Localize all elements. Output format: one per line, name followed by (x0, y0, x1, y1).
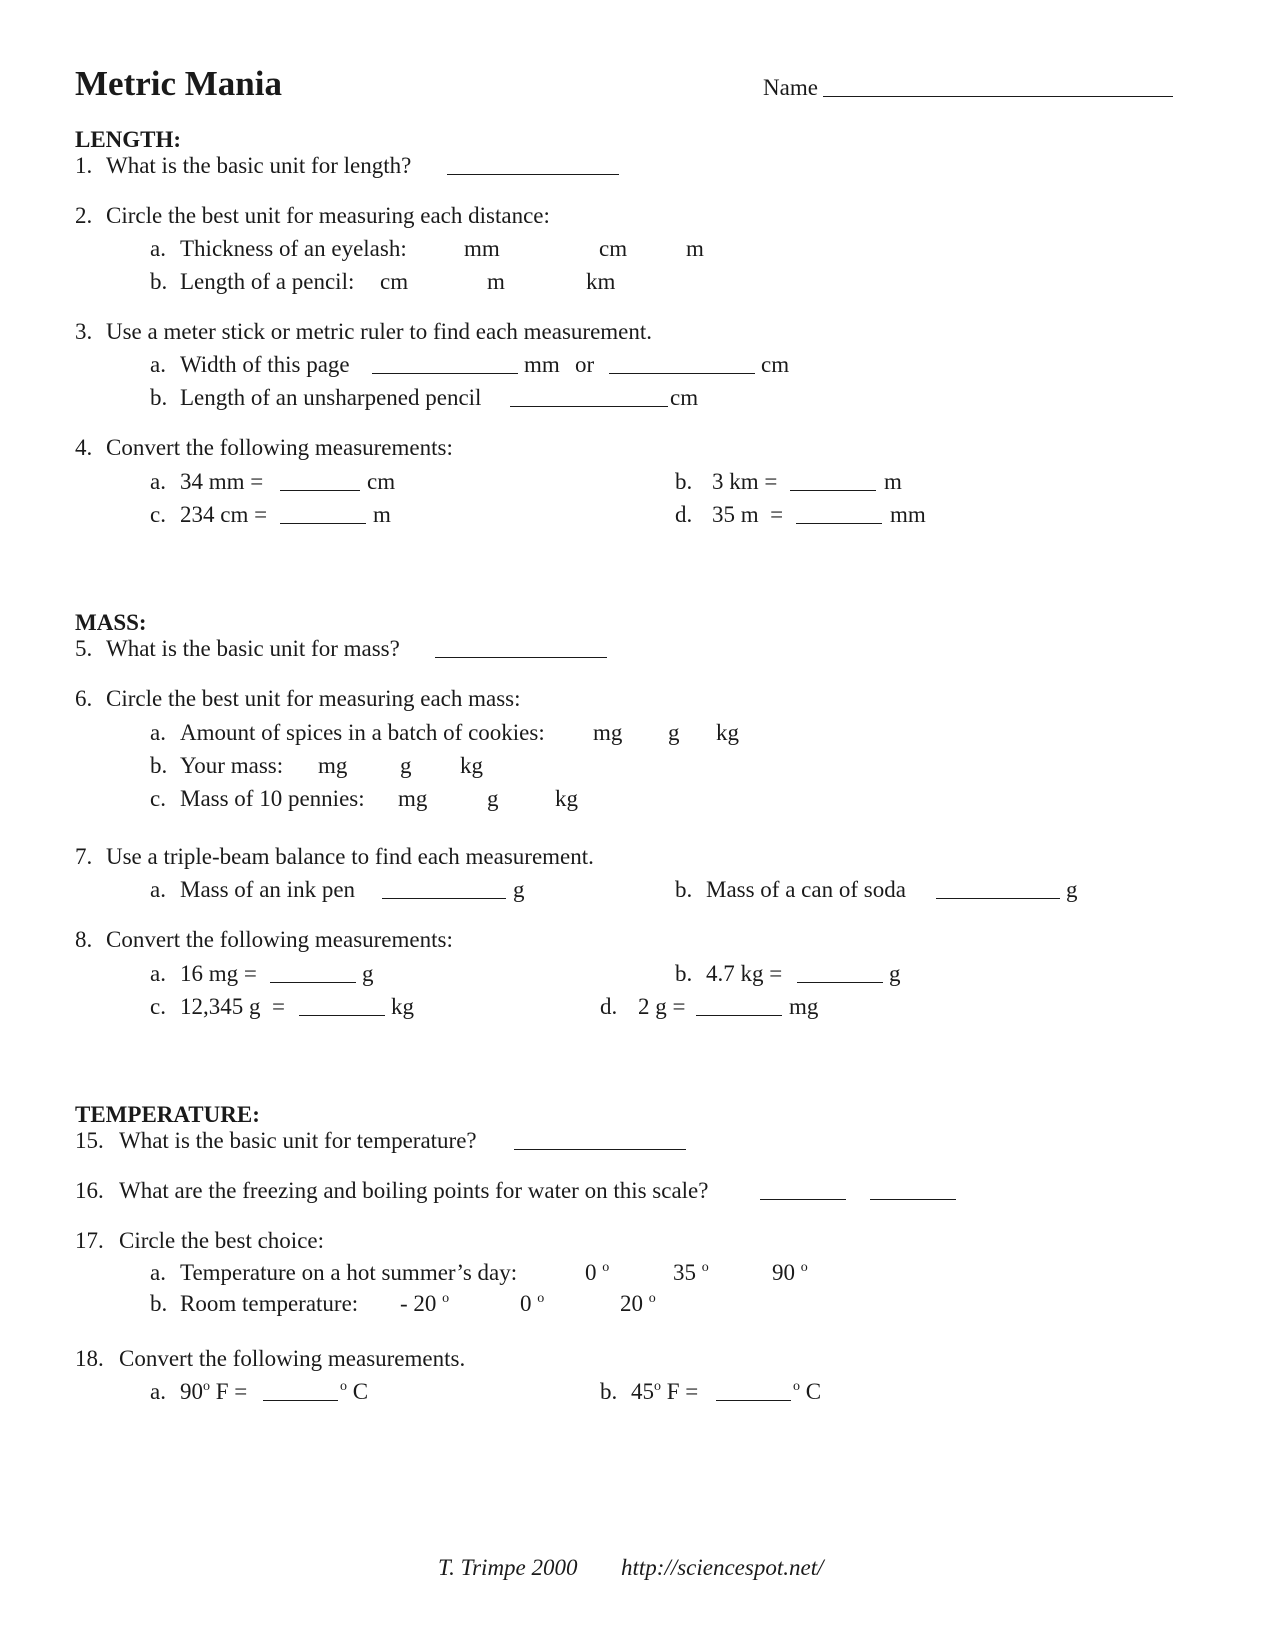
unit-option[interactable]: m (487, 269, 505, 294)
answer-blank[interactable] (280, 503, 366, 524)
question-number: 2. (75, 203, 93, 228)
answer-blank[interactable] (263, 1380, 338, 1401)
unit-label: kg (391, 994, 414, 1019)
item-text: Mass of 10 pennies: (180, 786, 365, 811)
boiling-point-blank[interactable] (870, 1179, 956, 1200)
item-text: Length of an unsharpened pencil (180, 385, 482, 410)
unit-label: cm (670, 385, 699, 410)
item-letter: d. (675, 502, 693, 527)
question-number: 1. (75, 153, 93, 178)
answer-blank[interactable] (280, 470, 360, 491)
item-letter: c. (150, 502, 166, 527)
answer-blank[interactable] (514, 1129, 686, 1150)
question-number: 6. (75, 686, 93, 711)
footer-author: T. Trimpe 2000 (438, 1555, 578, 1580)
section-heading-temperature: TEMPERATURE: (75, 1102, 260, 1127)
unit-label: g (362, 961, 374, 986)
item-letter: a. (150, 352, 166, 377)
question-text: Circle the best unit for measuring each distance: (106, 203, 550, 228)
item-letter: a. (150, 1379, 166, 1404)
item-text: Mass of a can of soda (706, 877, 906, 902)
answer-blank[interactable] (936, 878, 1060, 899)
unit-option[interactable]: kg (716, 720, 739, 745)
unit-label: m (884, 469, 902, 494)
item-letter: a. (150, 961, 166, 986)
item-letter: b. (150, 753, 168, 778)
unit-option[interactable]: mg (398, 786, 428, 811)
item-letter: a. (150, 1260, 166, 1285)
item-letter: b. (150, 1291, 168, 1316)
or-label: or (575, 352, 595, 377)
question-text: Use a meter stick or metric ruler to find each measurement. (106, 319, 653, 344)
temperature-option[interactable]: 0 $^o$ (585, 1260, 610, 1285)
item-text: 4.7 kg = (706, 961, 783, 986)
item-letter: a. (150, 877, 166, 902)
item-text: Width of this page (180, 352, 350, 377)
temperature-option[interactable]: 90 $^o$ (772, 1260, 808, 1285)
question-text: Convert the following measurements. (119, 1346, 466, 1371)
unit-option[interactable]: mm (464, 236, 500, 261)
temperature-option[interactable]: - 20 $^o$ (400, 1291, 450, 1316)
item-letter: d. (600, 994, 618, 1019)
question-number: 4. (75, 435, 93, 460)
item-text: Length of a pencil: (180, 269, 355, 294)
item-letter: b. (150, 269, 168, 294)
answer-blank[interactable] (447, 154, 619, 175)
item-letter: b. (675, 877, 693, 902)
question-text: Convert the following measurements: (106, 927, 453, 952)
item-letter: a. (150, 236, 166, 261)
item-letter: a. (150, 720, 166, 745)
answer-blank[interactable] (299, 995, 385, 1016)
unit-option[interactable]: g (487, 786, 499, 811)
question-text: What are the freezing and boiling points for water on this scale? (119, 1178, 709, 1203)
item-text: Amount of spices in a batch of cookies: (180, 720, 545, 745)
question-text: What is the basic unit for temperature? (119, 1128, 477, 1153)
question-text: What is the basic unit for mass? (106, 636, 400, 661)
item-letter: b. (600, 1379, 618, 1404)
answer-blank[interactable] (696, 995, 782, 1016)
item-text: 3 km = (712, 469, 778, 494)
item-text: 12,345 g = (180, 994, 285, 1019)
unit-option[interactable]: mg (593, 720, 623, 745)
unit-option[interactable]: kg (460, 753, 483, 778)
temperature-option[interactable]: 20 $^o$ (620, 1291, 656, 1316)
answer-blank[interactable] (382, 878, 506, 899)
unit-option[interactable]: kg (555, 786, 578, 811)
item-text: 2 g = (638, 994, 686, 1019)
unit-label: cm (761, 352, 790, 377)
item-letter: a. (150, 469, 166, 494)
question-number: 7. (75, 844, 93, 869)
section-heading-length: LENGTH: (75, 127, 182, 152)
unit-label: m (373, 502, 391, 527)
answer-blank[interactable] (609, 353, 755, 374)
footer-url[interactable]: http://sciencespot.net/ (621, 1555, 824, 1580)
unit-label: $^o$ C (793, 1379, 822, 1404)
unit-label: g (889, 961, 901, 986)
item-text: 234 cm = (180, 502, 268, 527)
item-text: Thickness of an eyelash: (180, 236, 407, 261)
unit-label: mg (789, 994, 819, 1019)
item-text: 34 mm = (180, 469, 264, 494)
question-text: Convert the following measurements: (106, 435, 453, 460)
unit-label: g (513, 877, 525, 902)
freezing-point-blank[interactable] (760, 1179, 846, 1200)
item-text: Mass of an ink pen (180, 877, 356, 902)
item-text: 35 m = (712, 502, 784, 527)
answer-blank[interactable] (716, 1380, 791, 1401)
question-number: 16. (75, 1178, 104, 1203)
item-text: Temperature on a hot summer’s day: (180, 1260, 518, 1285)
item-letter: c. (150, 786, 166, 811)
answer-blank[interactable] (797, 962, 883, 983)
item-letter: c. (150, 994, 166, 1019)
item-text: 90$^o$ F = (180, 1379, 248, 1404)
answer-blank[interactable] (270, 962, 356, 983)
unit-option[interactable]: km (586, 269, 616, 294)
unit-label: mm (890, 502, 926, 527)
unit-option[interactable]: cm (380, 269, 409, 294)
question-text: Use a triple-beam balance to find each measurement. (106, 844, 594, 869)
question-number: 3. (75, 319, 93, 344)
question-number: 5. (75, 636, 93, 661)
answer-blank[interactable] (435, 637, 607, 658)
question-number: 8. (75, 927, 93, 952)
item-text: Your mass: (180, 753, 284, 778)
temperature-option[interactable]: 0 $^o$ (520, 1291, 545, 1316)
unit-label: g (1066, 877, 1078, 902)
question-text: Circle the best choice: (119, 1228, 325, 1253)
item-letter: b. (150, 385, 168, 410)
answer-blank[interactable] (790, 470, 876, 491)
question-text: What is the basic unit for length? (106, 153, 412, 178)
answer-blank[interactable] (510, 386, 668, 407)
unit-label: cm (367, 469, 396, 494)
temperature-option[interactable]: 35 $^o$ (673, 1260, 709, 1285)
section-heading-mass: MASS: (75, 610, 147, 635)
unit-option[interactable]: g (668, 720, 680, 745)
item-letter: b. (675, 469, 693, 494)
item-text: 45$^o$ F = (631, 1379, 699, 1404)
item-text: Room temperature: (180, 1291, 359, 1316)
name-label: Name (763, 75, 818, 100)
item-letter: b. (675, 961, 693, 986)
unit-option[interactable]: cm (599, 236, 628, 261)
name-field[interactable] (823, 76, 1173, 97)
answer-blank[interactable] (372, 353, 518, 374)
item-text: 16 mg = (180, 961, 257, 986)
unit-label: mm (524, 352, 560, 377)
question-text: Circle the best unit for measuring each mass: (106, 686, 521, 711)
answer-blank[interactable] (796, 503, 882, 524)
unit-option[interactable]: mg (318, 753, 348, 778)
question-number: 18. (75, 1346, 104, 1371)
unit-option[interactable]: g (400, 753, 412, 778)
question-number: 17. (75, 1228, 104, 1253)
unit-label: $^o$ C (340, 1379, 369, 1404)
unit-option[interactable]: m (686, 236, 704, 261)
question-number: 15. (75, 1128, 104, 1153)
page-title: Metric Mania (75, 64, 282, 103)
